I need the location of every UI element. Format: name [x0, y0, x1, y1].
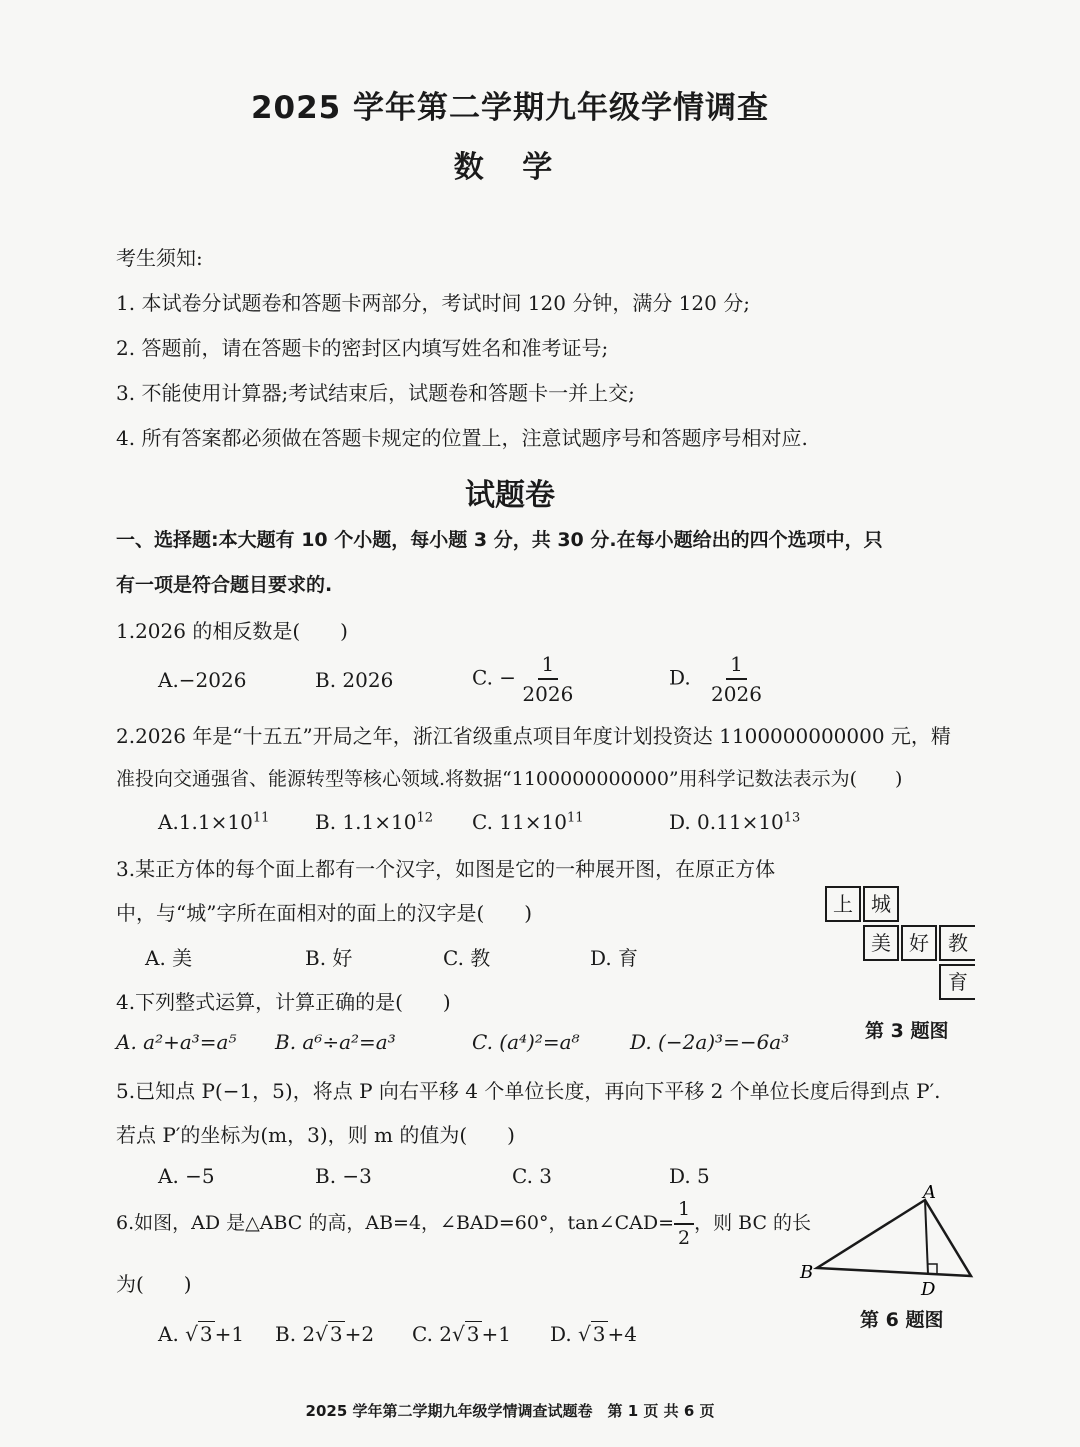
q6-option-d: D. √ 3 +4	[550, 1322, 638, 1346]
q1-stem: 1.2026 的相反数是( )	[116, 619, 348, 643]
q6-option-b-pre: B. 2	[275, 1322, 316, 1346]
q5-option-c: C. 3	[512, 1164, 553, 1188]
q6-stem	[116, 1200, 811, 1248]
q6-fraction-denominator: 2	[678, 1227, 691, 1249]
q2-option-d-base: D. 0.11×10	[669, 810, 784, 834]
q1-option-c-fraction	[522, 654, 573, 704]
paper-title: 试题卷	[465, 478, 555, 513]
right-angle-mark	[928, 1264, 937, 1274]
q2-option-d-exponent: 13	[783, 810, 801, 826]
q4-option-c: C. (a⁴)²=a⁸	[472, 1030, 580, 1054]
q1-option-b: B. 2026	[315, 668, 394, 692]
cube-face-6: 育	[939, 964, 975, 1000]
section-heading-line2: 有一项是符合题目要求的.	[116, 574, 333, 596]
q3-line1: 3.某正方体的每个面上都有一个汉字，如图是它的一种展开图，在原正方体	[116, 857, 776, 881]
q6-option-c-radicand: 3	[466, 1322, 480, 1346]
q6-option-b: B. 2√ 3 +2	[275, 1322, 375, 1346]
subject-title: 数 学	[453, 150, 567, 185]
q6-option-a-post: +1	[214, 1322, 245, 1346]
q1-option-c	[472, 654, 573, 704]
q2-option-c	[472, 810, 584, 834]
q6-option-b-radicand: 3	[329, 1322, 343, 1346]
q6-option-c-pre: C. 2	[412, 1322, 453, 1346]
q6-figure-caption: 第 6 题图	[860, 1309, 944, 1331]
cube-face-4: 好	[901, 925, 937, 961]
q2-option-c-exponent: 11	[566, 810, 584, 826]
q6-line2: 为( )	[116, 1272, 192, 1296]
q3-line2: 中，与“城”字所在面相对的面上的汉字是( )	[116, 901, 533, 925]
q2-option-b-exponent: 12	[416, 810, 433, 826]
q2-line1: 2.2026 年是“十五五”开局之年，浙江省级重点项目年度计划投资达 1100000000000 元，精	[116, 724, 951, 748]
q6-option-a: A. √ 3 +1	[158, 1322, 245, 1346]
q2-option-a-exponent: 11	[252, 810, 270, 826]
q3-option-a: A. 美	[145, 946, 193, 970]
q1-option-d	[669, 654, 762, 704]
q6-option-b-post: +2	[344, 1322, 375, 1346]
q5-option-b: B. −3	[315, 1164, 372, 1188]
q6-stem-pre: 6.如图，AD 是△ABC 的高，AB=4，∠BAD=60°，tan∠CAD=	[116, 1212, 675, 1234]
q1-option-c-denominator: 2026	[522, 682, 574, 706]
label-d: D	[921, 1279, 936, 1300]
q3-figure-caption: 第 3 题图	[865, 1020, 949, 1042]
q5-option-a: A. −5	[158, 1164, 215, 1188]
q6-option-a-pre: A.	[158, 1322, 179, 1346]
cube-face-2: 城	[863, 886, 899, 922]
notice-item-1: 1. 本试卷分试题卷和答题卡两部分，考试时间 120 分钟，满分 120 分;	[116, 291, 750, 315]
q1-option-d-denominator: 2026	[711, 682, 762, 706]
exam-title: 2025 学年第二学期九年级学情调查	[250, 90, 770, 126]
q4-option-d: D. (−2a)³=−6a³	[630, 1030, 790, 1054]
q6-option-d-pre: D.	[550, 1322, 572, 1346]
q1-option-c-numerator: 1	[538, 654, 559, 680]
q2-option-b-base: B. 1.1×10	[315, 810, 417, 834]
q6-option-c: C. 2√ 3 +1	[412, 1322, 511, 1346]
notice-item-4: 4. 所有答案都必须做在答题卡规定的位置上，注意试题序号和答题序号相对应.	[116, 426, 808, 450]
q6-stem-post: ，则 BC 的长	[694, 1212, 812, 1234]
q5-line2: 若点 P′的坐标为(m，3)，则 m 的值为( )	[116, 1123, 515, 1147]
triangle-figure	[795, 1180, 985, 1300]
q5-line1: 5.已知点 P(−1，5)，将点 P 向右平移 4 个单位长度，再向下平移 2 个单位长度后得到点 P′.	[116, 1079, 941, 1103]
cube-face-3: 美	[863, 925, 899, 961]
q6-option-a-radicand: 3	[199, 1322, 213, 1346]
q2-option-a	[158, 810, 269, 834]
q6-option-d-post: +4	[607, 1322, 638, 1346]
notice-item-2: 2. 答题前，请在答题卡的密封区内填写姓名和准考证号;	[116, 336, 609, 360]
section-heading-line1: 一、选择题:本大题有 10 个小题，每小题 3 分，共 30 分.在每小题给出的四个选项中，只	[116, 529, 883, 551]
q4-option-b: B. a⁶÷a²=a³	[275, 1030, 396, 1054]
q6-fraction	[674, 1200, 694, 1248]
q3-option-c: C. 教	[443, 946, 491, 970]
q2-line2: 准投向交通强省、能源转型等核心领域.将数据“1100000000000”用科学记数法表示为( )	[116, 768, 903, 790]
q5-option-d: D. 5	[669, 1164, 710, 1188]
page-footer: 2025 学年第二学期九年级学情调查试题卷 第 1 页 共 6 页	[305, 1402, 715, 1420]
q2-option-d	[669, 810, 800, 834]
altitude-ad	[925, 1200, 928, 1274]
q1-option-d-fraction	[711, 654, 762, 704]
q2-option-a-base: A.1.1×10	[158, 810, 253, 834]
triangle-abc	[817, 1200, 971, 1276]
label-a: A	[923, 1182, 936, 1203]
q6-option-c-post: +1	[481, 1322, 511, 1346]
q1-option-d-numerator: 1	[726, 654, 747, 680]
q3-option-d: D. 育	[590, 946, 639, 970]
q1-option-a: A.−2026	[158, 668, 247, 692]
notice-heading: 考生须知:	[116, 246, 203, 270]
q3-option-b: B. 好	[305, 946, 353, 970]
notice-item-3: 3. 不能使用计算器;考试结束后，试题卷和答题卡一并上交;	[116, 381, 635, 405]
q1-option-c-label: C. −	[472, 665, 517, 690]
q4-option-a: A. a²+a³=a⁵	[116, 1030, 237, 1054]
q2-option-c-base: C. 11×10	[472, 810, 567, 834]
q6-option-d-radicand: 3	[592, 1322, 606, 1346]
q1-option-d-label: D.	[669, 665, 691, 690]
q6-fraction-numerator: 1	[674, 1200, 694, 1225]
q2-option-b	[315, 810, 433, 834]
q4-stem: 4.下列整式运算，计算正确的是( )	[116, 990, 451, 1014]
cube-face-5: 教	[939, 925, 975, 961]
cube-face-1: 上	[825, 886, 861, 922]
label-b: B	[800, 1262, 814, 1283]
